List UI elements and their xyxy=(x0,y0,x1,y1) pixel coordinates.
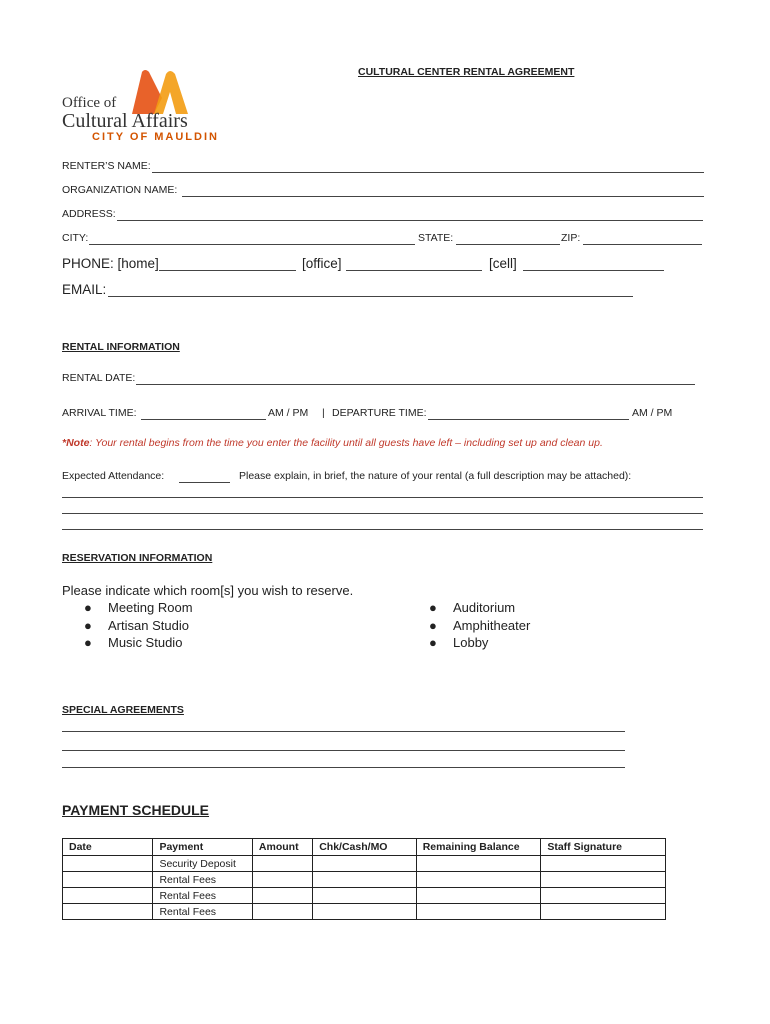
special-agreements-heading: SPECIAL AGREEMENTS xyxy=(62,704,184,716)
org-name-label: ORGANIZATION NAME: xyxy=(62,184,178,196)
room-lobby[interactable] xyxy=(429,634,530,652)
phone-office-field[interactable] xyxy=(346,270,482,271)
col-payment: Payment xyxy=(153,839,252,856)
cell-amount[interactable] xyxy=(252,888,312,904)
address-field[interactable] xyxy=(117,220,703,221)
cell-method[interactable] xyxy=(313,872,417,888)
rental-note xyxy=(62,437,603,449)
arrival-time-field[interactable] xyxy=(141,419,266,420)
zip-label: ZIP: xyxy=(561,232,581,244)
renter-name-field[interactable] xyxy=(152,172,704,173)
logo-line3: CITY OF MAULDIN xyxy=(92,131,219,143)
explain-line-3[interactable] xyxy=(62,529,703,530)
phone-office-label: [office] xyxy=(302,256,342,271)
reservation-prompt: Please indicate which room[s] you wish to reserve. xyxy=(62,583,354,598)
cell-balance[interactable] xyxy=(416,904,541,920)
attendance-label: Expected Attendance: xyxy=(62,470,165,482)
cell-balance[interactable] xyxy=(416,888,541,904)
renter-name-label: RENTER’S NAME: xyxy=(62,160,151,172)
col-remaining-balance: Remaining Balance xyxy=(416,839,541,856)
explain-label: Please explain, in brief, the nature of your rental (a full description may be attached): xyxy=(239,470,632,482)
cell-payment: Security Deposit xyxy=(153,856,252,872)
room-label: Artisan Studio xyxy=(108,617,189,633)
cell-payment: Rental Fees xyxy=(153,872,252,888)
bullet-icon: ● xyxy=(429,600,437,615)
special-line-2[interactable] xyxy=(62,750,625,751)
email-field[interactable] xyxy=(108,296,633,297)
departure-time-label: DEPARTURE TIME: xyxy=(332,407,427,419)
col-amount: Amount xyxy=(252,839,312,856)
cell-date[interactable] xyxy=(63,856,153,872)
table-row xyxy=(63,904,666,920)
rental-note-text: : Your rental begins from the time you enter the facility until all guests have left – including set up and clean up. xyxy=(89,437,603,449)
col-date: Date xyxy=(63,839,153,856)
cell-date[interactable] xyxy=(63,888,153,904)
bullet-icon: ● xyxy=(84,600,92,615)
room-music-studio[interactable] xyxy=(84,634,193,652)
room-label: Auditorium xyxy=(453,600,516,615)
room-label: Amphitheater xyxy=(453,617,531,633)
time-separator: | xyxy=(322,407,325,419)
cell-date[interactable] xyxy=(63,904,153,920)
cell-signature[interactable] xyxy=(541,872,666,888)
cell-method[interactable] xyxy=(313,904,417,920)
cell-amount[interactable] xyxy=(252,856,312,872)
payment-heading: PAYMENT SCHEDULE xyxy=(62,802,210,818)
bullet-icon: ● xyxy=(429,635,437,650)
table-row xyxy=(63,872,666,888)
payment-table xyxy=(62,838,666,920)
cell-signature[interactable] xyxy=(541,904,666,920)
table-row xyxy=(63,888,666,904)
bullet-icon: ● xyxy=(84,617,92,633)
bullet-icon: ● xyxy=(429,617,437,633)
rooms-left-list xyxy=(84,599,193,652)
state-label: STATE: xyxy=(418,232,454,244)
zip-field[interactable] xyxy=(583,244,702,245)
reservation-heading: RESERVATION INFORMATION xyxy=(62,552,213,564)
arrival-ampm[interactable]: AM / PM xyxy=(268,407,309,419)
logo xyxy=(62,68,222,148)
special-line-3[interactable] xyxy=(62,767,625,768)
room-amphitheater[interactable] xyxy=(429,617,530,635)
room-label: Meeting Room xyxy=(108,600,193,615)
page-title: CULTURAL CENTER RENTAL AGREEMENT xyxy=(358,66,575,78)
cell-payment: Rental Fees xyxy=(153,888,252,904)
room-meeting-room[interactable] xyxy=(84,599,193,617)
cell-amount[interactable] xyxy=(252,872,312,888)
room-label: Music Studio xyxy=(108,635,183,650)
table-row xyxy=(63,856,666,872)
cell-signature[interactable] xyxy=(541,856,666,872)
rental-date-label: RENTAL DATE: xyxy=(62,372,136,384)
city-label: CITY: xyxy=(62,232,89,244)
departure-time-field[interactable] xyxy=(428,419,629,420)
cell-balance[interactable] xyxy=(416,856,541,872)
city-field[interactable] xyxy=(89,244,415,245)
rooms-right-list xyxy=(429,599,530,652)
arrival-time-label: ARRIVAL TIME: xyxy=(62,407,137,419)
org-name-field[interactable] xyxy=(182,196,704,197)
email-label: EMAIL: xyxy=(62,282,107,297)
state-field[interactable] xyxy=(456,244,560,245)
logo-mark-icon xyxy=(128,68,198,116)
rental-info-heading: RENTAL INFORMATION xyxy=(62,341,180,353)
rental-date-field[interactable] xyxy=(136,384,695,385)
col-method: Chk/Cash/MO xyxy=(313,839,417,856)
cell-method[interactable] xyxy=(313,856,417,872)
special-line-1[interactable] xyxy=(62,731,625,732)
phone-cell-label: [cell] xyxy=(489,256,517,271)
phone-cell-field[interactable] xyxy=(523,270,664,271)
room-artisan-studio[interactable] xyxy=(84,617,193,635)
room-label: Lobby xyxy=(453,635,489,650)
cell-date[interactable] xyxy=(63,872,153,888)
phone-home-field[interactable] xyxy=(159,270,296,271)
address-label: ADDRESS: xyxy=(62,208,116,220)
cell-balance[interactable] xyxy=(416,872,541,888)
bullet-icon: ● xyxy=(84,635,92,650)
cell-payment: Rental Fees xyxy=(153,904,252,920)
payment-header-row xyxy=(63,839,666,856)
cell-method[interactable] xyxy=(313,888,417,904)
rental-note-prefix: *Note xyxy=(62,437,90,449)
explain-line-1[interactable] xyxy=(62,497,703,498)
col-staff-signature: Staff Signature xyxy=(541,839,666,856)
phone-home-label: PHONE: [home] xyxy=(62,256,159,271)
explain-line-2[interactable] xyxy=(62,513,703,514)
room-auditorium[interactable] xyxy=(429,599,530,617)
logo-line1: Office of xyxy=(62,95,117,111)
attendance-field[interactable] xyxy=(179,482,230,483)
cell-signature[interactable] xyxy=(541,888,666,904)
departure-ampm[interactable]: AM / PM xyxy=(632,407,673,419)
logo-line2: Cultural Affairs xyxy=(62,110,188,132)
cell-amount[interactable] xyxy=(252,904,312,920)
